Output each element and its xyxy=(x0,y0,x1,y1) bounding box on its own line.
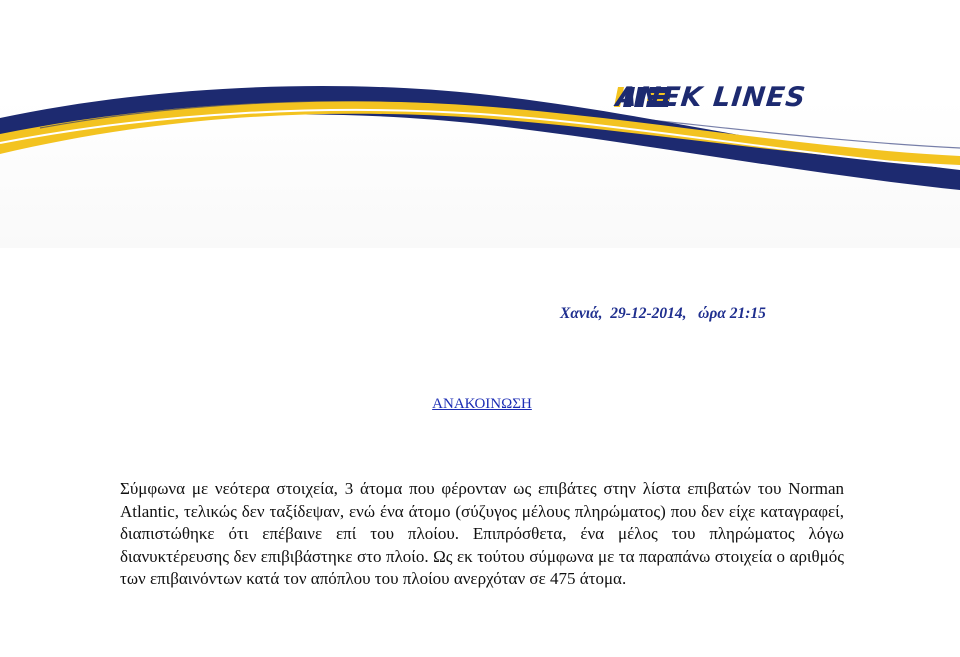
header-banner xyxy=(0,0,960,248)
anek-lines-logo xyxy=(612,80,806,114)
dateline: Χανιά, 29-12-2014, ώρα 21:15 xyxy=(560,305,766,322)
announcement-body: Σύμφωνα με νεότερα στοιχεία, 3 άτομα που φέρονταν ως επιβάτες στην λίστα επιβατών του Norman Atlantic, τελικώς δεν ταξίδεψαν, ενώ ένα άτομο (σύζυγος μέλους πληρώματος) που δεν είχε καταγραφεί, διαπιστώθηκε ότι επέβαινε επί του πλοίου. Επιπρόσθετα, ένα μέλος του πληρώματος λόγω διανυκτέρευσης δεν επιβιβάστηκε στο πλοίο. Ως εκ τούτου σύμφωνα με τα παραπάνω στοιχεία ο αριθμός των επιβαινόντων κατά τον απόπλου του πλοίου ανερχόταν σε 475 άτομα. xyxy=(120,479,844,589)
brand-name: ANEK LINES xyxy=(614,81,808,113)
swoosh-graphic xyxy=(0,0,960,248)
announcement-title: ΑΝΑΚΟΙΝΩΣΗ xyxy=(432,396,532,412)
